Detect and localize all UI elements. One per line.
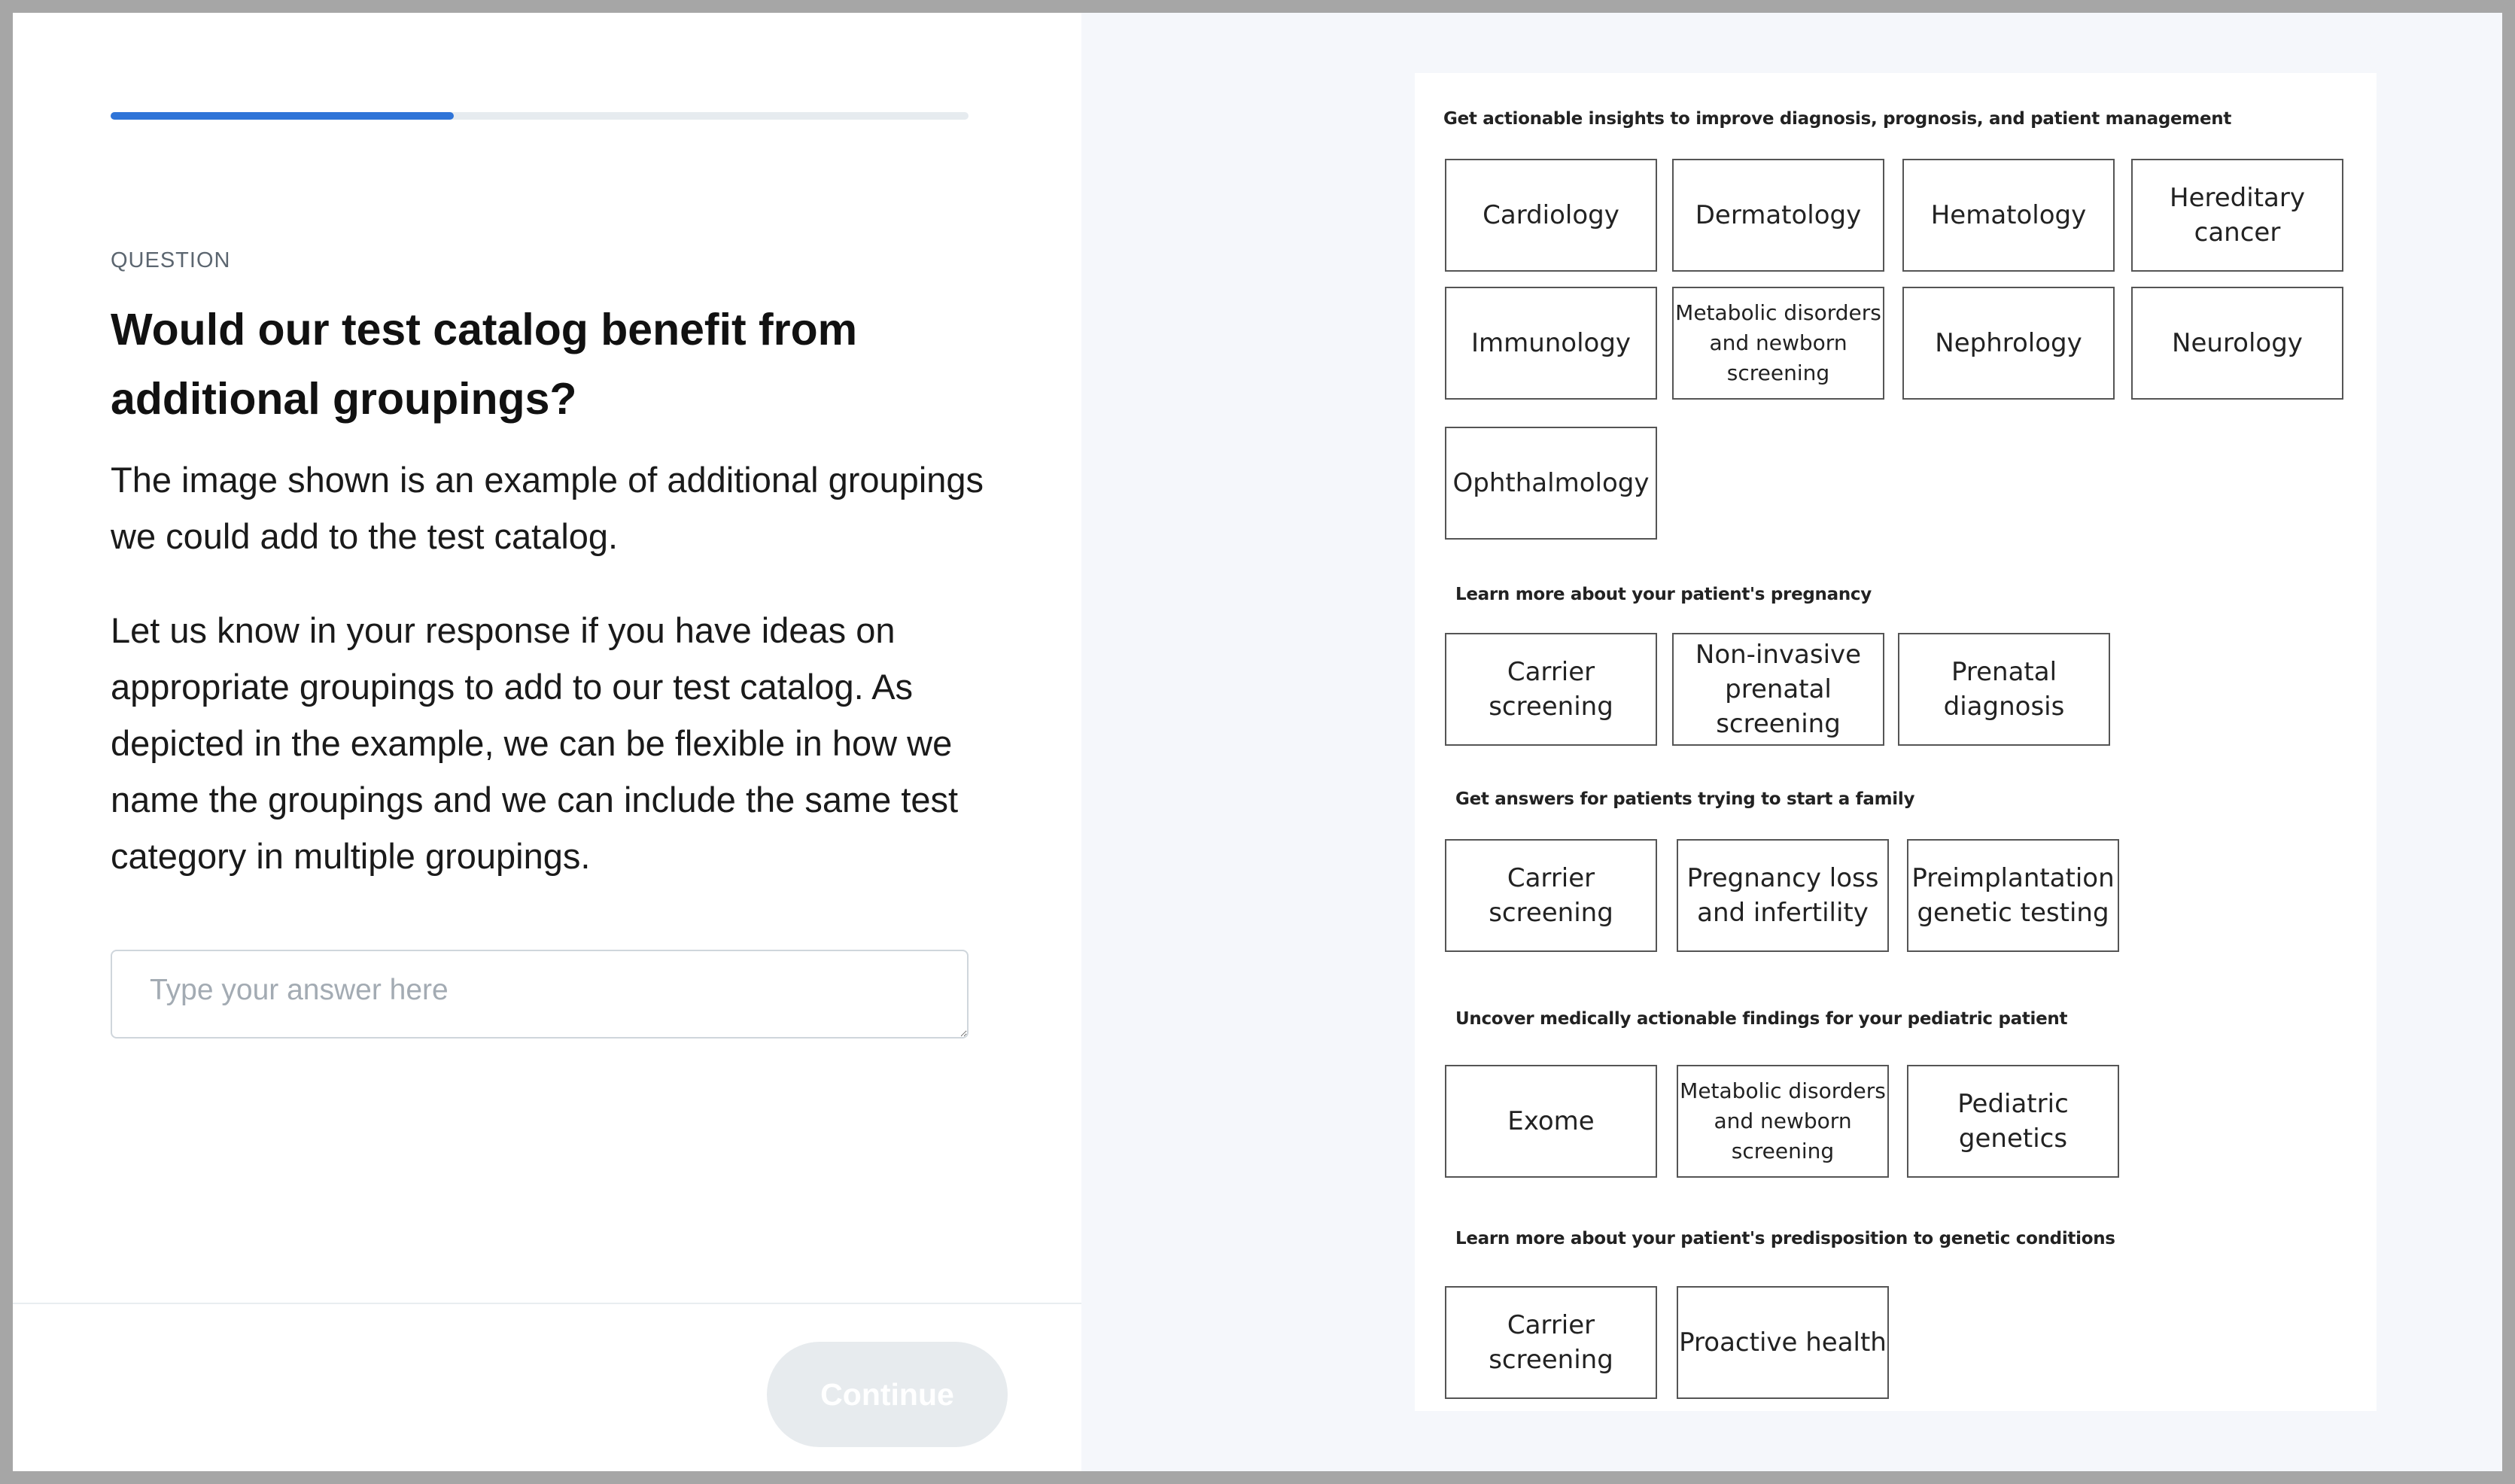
question-label: QUESTION (111, 248, 231, 272)
section-heading: Get actionable insights to improve diagnosis, prognosis, and patient management (1443, 109, 2232, 129)
section-heading: Uncover medically actionable findings for your pediatric patient (1455, 1009, 2068, 1029)
catalog-tile: Pregnancy loss and infertility (1677, 839, 1889, 952)
catalog-tile: Metabolic disorders and newborn screening (1677, 1065, 1889, 1178)
catalog-tile: Exome (1445, 1065, 1657, 1178)
continue-button[interactable]: Continue (767, 1342, 1008, 1447)
progress-bar-fill (111, 112, 454, 120)
catalog-tile: Nephrology (1902, 287, 2115, 400)
question-description: The image shown is an example of additional groupings we could add to the test catalog. (111, 460, 984, 556)
catalog-tile: Metabolic disorders and newborn screening (1672, 287, 1884, 400)
catalog-tile: Dermatology (1672, 159, 1884, 272)
section-heading: Learn more about your patient's pregnancy (1455, 585, 1872, 604)
catalog-tile: Non-invasive prenatal screening (1672, 633, 1884, 746)
catalog-tile: Immunology (1445, 287, 1657, 400)
catalog-tile: Carrier screening (1445, 1286, 1657, 1399)
example-catalog-image (1415, 73, 2377, 1411)
catalog-tile: Neurology (2131, 287, 2343, 400)
catalog-tile: Ophthalmology (1445, 427, 1657, 540)
example-image-pane (1081, 13, 2502, 1471)
question-title: Would our test catalog benefit from additional groupings? (111, 305, 858, 424)
question-pane (13, 13, 1081, 1471)
catalog-tile: Carrier screening (1445, 633, 1657, 746)
survey-window (13, 13, 2502, 1471)
catalog-tile: Prenatal diagnosis (1898, 633, 2110, 746)
catalog-tile: Carrier screening (1445, 839, 1657, 952)
catalog-tile: Preimplantation genetic testing (1907, 839, 2119, 952)
catalog-tile: Proactive health (1677, 1286, 1889, 1399)
catalog-tile: Cardiology (1445, 159, 1657, 272)
progress-bar (111, 112, 969, 120)
section-heading: Learn more about your patient's predisposition to genetic conditions (1455, 1229, 2115, 1248)
footer-divider (13, 1303, 1081, 1304)
question-instructions: Let us know in your response if you have ideas on appropriate groupings to add to our test catalog. As depicted in the example, we can be flexible in how we name the groupings and we can include the same test category in multiple groupings. (111, 610, 959, 876)
catalog-tile: Hereditary cancer (2131, 159, 2343, 272)
answer-input[interactable] (111, 950, 969, 1038)
catalog-tile: Pediatric genetics (1907, 1065, 2119, 1178)
catalog-tile: Hematology (1902, 159, 2115, 272)
section-heading: Get answers for patients trying to start a family (1455, 789, 1915, 809)
